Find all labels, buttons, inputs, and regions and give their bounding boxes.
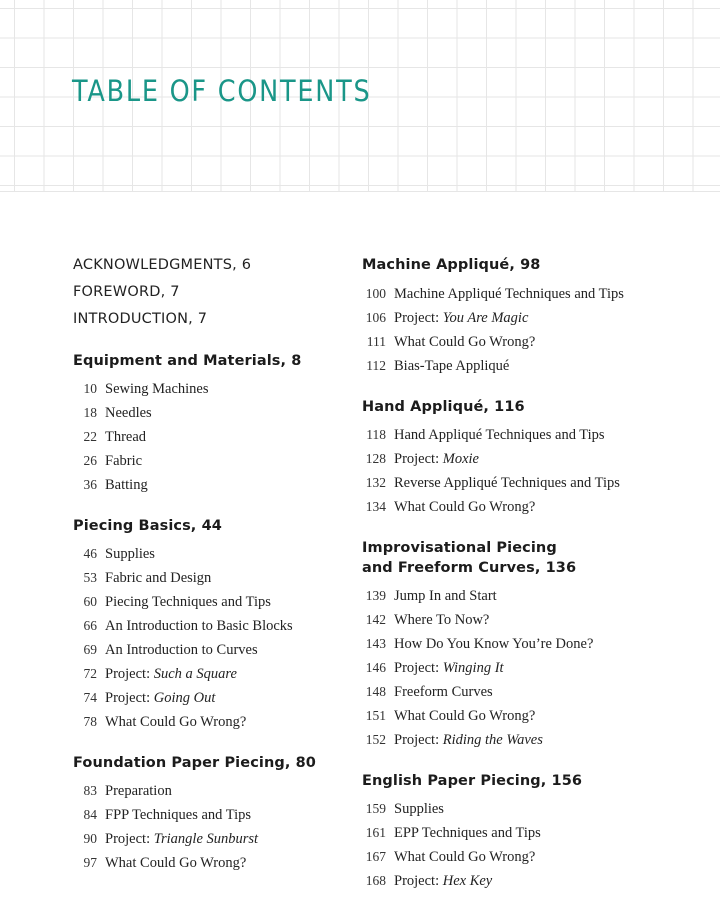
toc-left-column [73,252,373,875]
page-number: 118 [366,427,386,442]
page-number: 36 [83,477,97,492]
toc-entry[interactable] [73,401,373,425]
section-heading[interactable]: Equipment and Materials, 8 [73,353,302,369]
page-number: 167 [365,849,386,864]
front-matter-introduction[interactable]: INTRODUCTION, 7 [73,311,208,327]
entry-title: EPP Techniques and Tips [394,825,541,841]
entry-title: Project: [394,451,443,467]
toc-entry[interactable] [73,827,373,851]
page-number: 66 [83,618,97,633]
section-heading[interactable]: English Paper Piecing, 156 [362,773,583,789]
toc-entry[interactable] [362,282,662,306]
toc-entry[interactable] [73,566,373,590]
entry-title: Where To Now? [394,612,490,628]
toc-entry[interactable] [362,306,662,330]
page-number: 161 [365,825,386,840]
page-number: 148 [365,684,386,699]
project-name: Winging It [442,660,504,676]
section-english-paper-piecing [362,771,662,893]
toc-entry[interactable] [362,680,662,704]
page-number: 60 [83,594,97,609]
entry-title: What Could Go Wrong? [105,714,247,730]
section-heading[interactable]: Piecing Basics, 44 [73,518,222,534]
entry-title: Preparation [105,783,172,799]
toc-entry[interactable] [73,803,373,827]
page-number: 18 [83,405,97,420]
page-number: 10 [83,381,97,396]
page-number: 100 [365,286,386,301]
entry-title: Project: [105,666,154,682]
page-number: 53 [83,570,97,585]
page-number: 97 [83,855,97,870]
toc-entry[interactable] [362,845,662,869]
entry-title: Project: [105,690,154,706]
page-number: 142 [365,612,386,627]
section-equipment [73,351,373,497]
page-number: 112 [366,358,386,373]
page-number: 143 [365,636,386,651]
page-number: 74 [83,690,97,705]
page-number: 46 [83,546,97,561]
entry-title: Hand Appliqué Techniques and Tips [394,427,605,443]
front-matter-acknowledgments[interactable]: ACKNOWLEDGMENTS, 6 [73,257,252,273]
page-number: 159 [365,801,386,816]
toc-entry[interactable] [73,473,373,497]
page-number: 106 [365,310,386,325]
toc-entry[interactable] [73,377,373,401]
toc-entry[interactable] [362,821,662,845]
entry-title: Project: [394,873,443,889]
section-heading-line-2: and Freeform Curves, 136 [362,560,577,576]
page-number: 168 [365,873,386,888]
entry-title: Supplies [394,801,444,817]
entry-title: Jump In and Start [394,588,497,604]
toc-entry[interactable] [362,495,662,519]
page-number: 111 [366,334,386,349]
entry-title: Reverse Appliqué Techniques and Tips [394,475,620,491]
section-heading[interactable]: Machine Appliqué, 98 [362,257,541,273]
entry-title: What Could Go Wrong? [394,708,536,724]
entry-title: What Could Go Wrong? [105,855,247,871]
toc-entry[interactable] [362,704,662,728]
project-name: Going Out [153,690,216,706]
toc-right-column [362,252,662,893]
page-number: 152 [365,732,386,747]
page-number: 146 [365,660,386,675]
toc-entry[interactable] [73,851,373,875]
page-number: 22 [83,429,97,444]
entry-title: Needles [105,405,152,421]
entry-title: FPP Techniques and Tips [105,807,252,823]
section-machine-applique [362,252,662,378]
page-number: 90 [83,831,97,846]
entry-title: Project: [105,831,154,847]
page-number: 151 [365,708,386,723]
toc-entry[interactable] [73,614,373,638]
front-matter-list [73,252,373,333]
toc-entry[interactable] [362,423,662,447]
page-title: TABLE OF CONTENTS [72,74,372,108]
page-number: 69 [83,642,97,657]
section-piecing-basics [73,516,373,734]
entry-title: Fabric and Design [105,570,212,586]
page-number: 84 [83,807,97,822]
project-name: Riding the Waves [442,732,543,748]
page-number: 128 [365,451,386,466]
toc-entry[interactable] [362,584,662,608]
toc-entry[interactable] [362,447,662,471]
entry-title: How Do You Know You’re Done? [394,636,594,652]
entry-title: Piecing Techniques and Tips [105,594,271,610]
section-heading[interactable] [362,538,662,578]
section-hand-applique [362,397,662,519]
toc-entry[interactable] [73,662,373,686]
entry-title: Project: [394,660,443,676]
entry-title: What Could Go Wrong? [394,849,536,865]
toc-entry[interactable] [73,425,373,449]
toc-entry[interactable] [73,590,373,614]
front-matter-foreword[interactable]: FOREWORD, 7 [73,284,180,300]
page-number: 132 [365,475,386,490]
project-name: Such a Square [153,666,237,682]
project-name: Triangle Sunburst [153,831,259,847]
page-number: 26 [83,453,97,468]
toc-entry[interactable] [362,728,662,752]
entry-title: Fabric [105,453,143,469]
entry-title: An Introduction to Basic Blocks [105,618,293,634]
toc-entry[interactable] [73,686,373,710]
entry-title: Project: [394,732,443,748]
entry-title: Project: [394,310,443,326]
toc-entry[interactable] [362,656,662,680]
entry-title: Machine Appliqué Techniques and Tips [394,286,624,302]
page-number: 139 [365,588,386,603]
entry-title: Thread [105,429,147,445]
section-heading-line-1: Improvisational Piecing [362,540,557,556]
toc-entry[interactable] [362,869,662,893]
toc-entry[interactable] [362,608,662,632]
toc-entry[interactable] [73,542,373,566]
toc-entry[interactable] [362,330,662,354]
entry-title: Sewing Machines [105,381,209,397]
entry-title: An Introduction to Curves [105,642,258,658]
toc-entry[interactable] [73,779,373,803]
toc-entry[interactable] [73,449,373,473]
entry-title: Bias-Tape Appliqué [394,358,510,374]
project-name: Hex Key [442,873,493,889]
project-name: You Are Magic [442,310,529,326]
toc-entry[interactable] [362,632,662,656]
page-number: 72 [83,666,97,681]
section-heading[interactable]: Hand Appliqué, 116 [362,399,525,415]
entry-title: What Could Go Wrong? [394,499,536,515]
project-name: Moxie [442,451,479,467]
section-heading[interactable]: Foundation Paper Piecing, 80 [73,755,316,771]
entry-title: Freeform Curves [394,684,493,700]
entry-title: Batting [105,477,148,493]
page-number: 83 [83,783,97,798]
section-foundation-paper-piecing [73,753,373,875]
entry-title: What Could Go Wrong? [394,334,536,350]
toc-entry[interactable] [73,638,373,662]
toc-entry[interactable] [362,797,662,821]
page-number: 134 [365,499,386,514]
entry-title: Supplies [105,546,155,562]
page-number: 78 [83,714,97,729]
toc-entry[interactable] [362,471,662,495]
toc-entry[interactable] [73,710,373,734]
section-improvisational-piecing [362,538,662,752]
toc-entry[interactable] [362,354,662,378]
